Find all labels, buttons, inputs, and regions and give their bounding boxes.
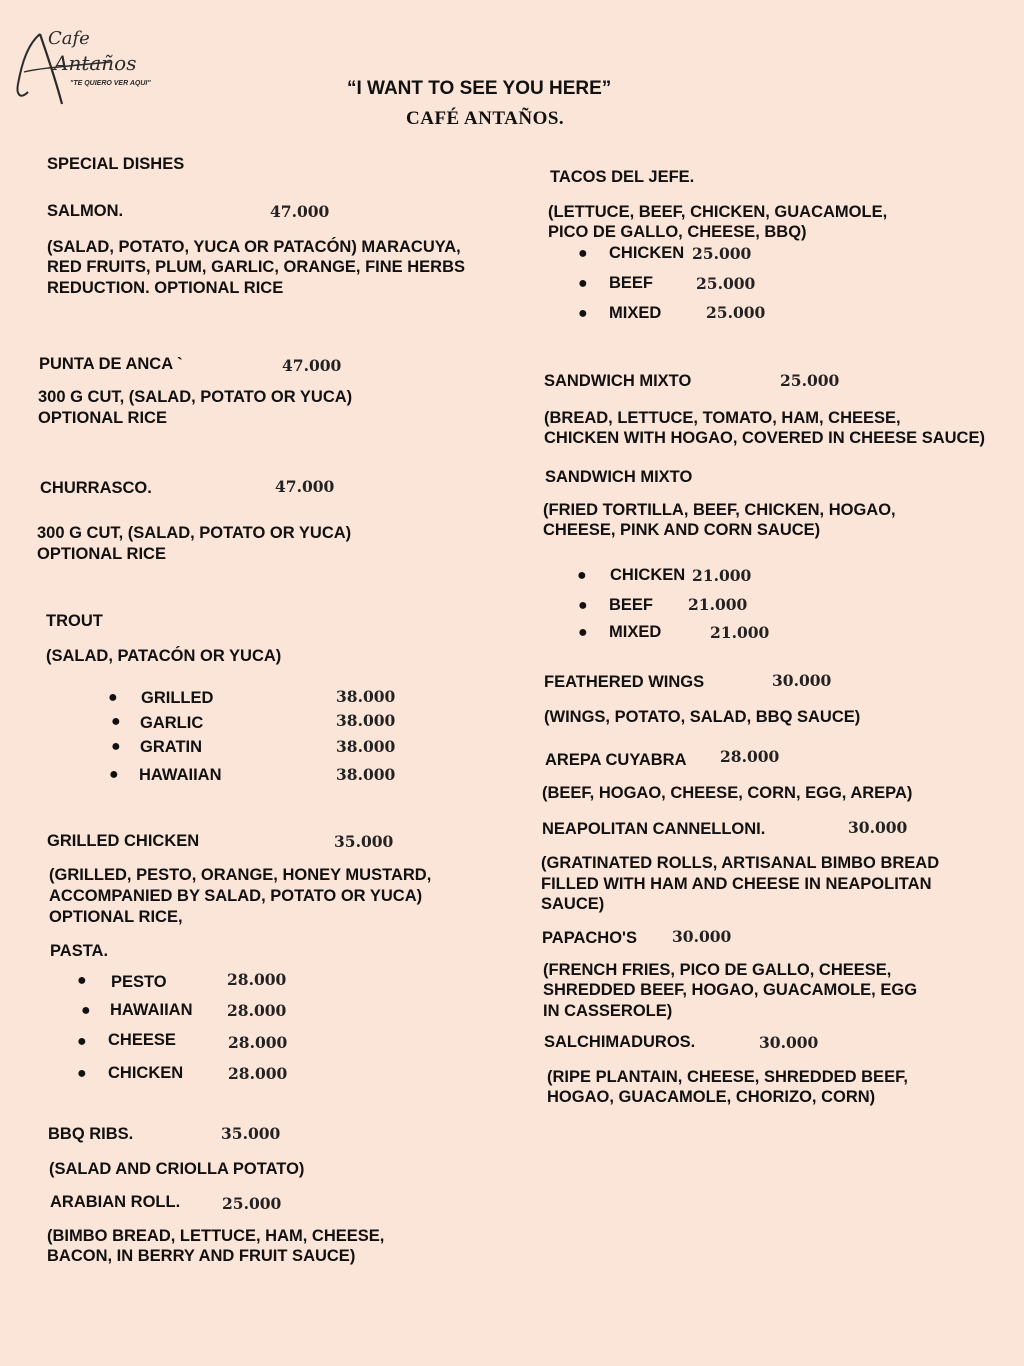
item-desc-sandwich2-line1: (FRIED TORTILLA, BEEF, CHICKEN, HOGAO, [543, 501, 896, 519]
trout-option-price: 38.000 [336, 711, 396, 730]
item-name-salmon: SALMON. [47, 202, 124, 220]
sandwich2-option-label: MIXED [609, 623, 662, 641]
bullet: ● [77, 1065, 87, 1082]
tacos-option-label: BEEF [609, 274, 654, 292]
pasta-option-label: HAWAIIAN [110, 1001, 193, 1019]
item-desc-churrasco-line1: 300 G CUT, (SALAD, POTATO OR YUCA) [37, 524, 352, 542]
item-desc-bbq-ribs: (SALAD AND CRIOLLA POTATO) [49, 1160, 305, 1178]
item-desc-wings: (WINGS, POTATO, SALAD, BBQ SAUCE) [544, 708, 861, 726]
item-desc-arabian-line1: (BIMBO BREAD, LETTUCE, HAM, CHEESE, [47, 1227, 385, 1245]
pasta-option-label: CHEESE [108, 1031, 176, 1049]
item-desc-punta-line2: OPTIONAL RICE [38, 409, 167, 427]
bullet: ● [111, 738, 121, 755]
bullet: ● [109, 766, 119, 783]
item-name-arepa-cuyabra: AREPA CUYABRA [545, 751, 687, 769]
item-desc-sandwich2-line2: CHEESE, PINK AND CORN SAUCE) [543, 521, 821, 539]
item-price-salchimaduros: 30.000 [759, 1033, 819, 1052]
bullet: ● [108, 689, 118, 706]
item-price-arepa-cuyabra: 28.000 [720, 747, 780, 766]
item-desc-arepa: (BEEF, HOGAO, CHEESE, CORN, EGG, AREPA) [542, 784, 913, 802]
item-name-sandwich-mixto: SANDWICH MIXTO [544, 372, 692, 390]
pasta-option-label: CHICKEN [108, 1064, 184, 1082]
item-name-arabian-roll: ARABIAN ROLL. [50, 1193, 181, 1211]
trout-option-label: HAWAIIAN [139, 766, 222, 784]
sandwich2-option-price: 21.000 [692, 566, 752, 585]
item-price-papachos: 30.000 [672, 927, 732, 946]
bullet: ● [77, 972, 87, 989]
logo-word-antanos: Antaños [54, 51, 137, 75]
item-name-punta-de-anca: PUNTA DE ANCA ` [39, 355, 183, 373]
tacos-option-price: 25.000 [696, 274, 756, 293]
item-desc-salchi-line2: HOGAO, GUACAMOLE, CHORIZO, CORN) [547, 1088, 876, 1106]
item-price-bbq-ribs: 35.000 [221, 1124, 281, 1143]
item-price-arabian-roll: 25.000 [222, 1194, 282, 1213]
item-desc-salmon-line3: REDUCTION. OPTIONAL RICE [47, 279, 284, 297]
item-desc-chicken-line3: OPTIONAL RICE, [49, 908, 183, 926]
item-desc-cannelloni-line1: (GRATINATED ROLLS, ARTISANAL BIMBO BREAD [541, 854, 940, 872]
trout-option-price: 38.000 [336, 687, 396, 706]
item-name-pasta: PASTA. [50, 942, 109, 960]
logo-word-cafe: Cafe [48, 28, 90, 49]
item-name-salchimaduros: SALCHIMADUROS. [544, 1033, 696, 1051]
trout-option-price: 38.000 [336, 765, 396, 784]
sandwich2-option-label: BEEF [609, 596, 654, 614]
item-name-papachos: PAPACHO'S [542, 929, 637, 947]
tacos-option-price: 25.000 [706, 303, 766, 322]
item-desc-salmon-line1: (SALAD, POTATO, YUCA OR PATACÓN) MARACUYA, [47, 238, 461, 256]
item-name-bbq-ribs: BBQ RIBS. [48, 1125, 134, 1143]
pasta-option-price: 28.000 [228, 1064, 288, 1083]
item-desc-chicken-line1: (GRILLED, PESTO, ORANGE, HONEY MUSTARD, [49, 866, 432, 884]
bullet: ● [578, 597, 588, 614]
bullet: ● [578, 245, 588, 262]
item-name-churrasco: CHURRASCO. [40, 479, 152, 497]
pasta-option-price: 28.000 [227, 1001, 287, 1020]
item-desc-tacos-line2: PICO DE GALLO, CHEESE, BBQ) [548, 223, 807, 241]
item-price-sandwich-mixto: 25.000 [780, 371, 840, 390]
tacos-option-price: 25.000 [692, 244, 752, 263]
item-desc-tacos-line1: (LETTUCE, BEEF, CHICKEN, GUACAMOLE, [548, 203, 888, 221]
item-name-sandwich-mixto-2: SANDWICH MIXTO [545, 468, 693, 486]
bullet: ● [577, 567, 587, 584]
tacos-option-label: MIXED [609, 304, 662, 322]
bullet: ● [578, 275, 588, 292]
item-desc-cannelloni-line3: SAUCE) [541, 895, 605, 913]
item-desc-cannelloni-line2: FILLED WITH HAM AND CHEESE IN NEAPOLITAN [541, 875, 932, 893]
item-price-churrasco: 47.000 [275, 477, 335, 496]
pasta-option-label: PESTO [111, 973, 167, 991]
item-price-salmon: 47.000 [270, 202, 330, 221]
pasta-option-price: 28.000 [228, 1033, 288, 1052]
item-name-trout: TROUT [46, 612, 103, 630]
trout-option-label: GRATIN [140, 738, 203, 756]
item-price-grilled-chicken: 35.000 [334, 832, 394, 851]
item-name-grilled-chicken: GRILLED CHICKEN [47, 832, 200, 850]
cafe-name: CAFÉ ANTAÑOS. [406, 108, 565, 129]
trout-option-label: GARLIC [140, 714, 204, 732]
sandwich2-option-price: 21.000 [710, 623, 770, 642]
bullet: ● [578, 305, 588, 322]
bullet: ● [77, 1033, 87, 1050]
trout-option-price: 38.000 [336, 737, 396, 756]
trout-option-label: GRILLED [141, 689, 214, 707]
pasta-option-price: 28.000 [227, 970, 287, 989]
bullet: ● [81, 1002, 91, 1019]
item-desc-punta-line1: 300 G CUT, (SALAD, POTATO OR YUCA) [38, 388, 353, 406]
slogan: “I WANT TO SEE YOU HERE” [347, 78, 612, 99]
logo-tagline: "TE QUIERO VER AQUI" [70, 80, 151, 87]
item-price-neapolitan-cannelloni: 30.000 [848, 818, 908, 837]
item-desc-churrasco-line2: OPTIONAL RICE [37, 545, 166, 563]
item-name-neapolitan-cannelloni: NEAPOLITAN CANNELLONI. [542, 820, 766, 838]
item-desc-trout: (SALAD, PATACÓN OR YUCA) [46, 647, 282, 665]
tacos-option-label: CHICKEN [609, 244, 685, 262]
item-name-tacos: TACOS DEL JEFE. [550, 168, 695, 186]
item-desc-papacho-line1: (FRENCH FRIES, PICO DE GALLO, CHEESE, [543, 961, 892, 979]
item-desc-salmon-line2: RED FRUITS, PLUM, GARLIC, ORANGE, FINE HERBS [47, 258, 466, 276]
section-title-special-dishes: SPECIAL DISHES [47, 155, 185, 173]
item-desc-salchi-line1: (RIPE PLANTAIN, CHEESE, SHREDDED BEEF, [547, 1068, 908, 1086]
item-desc-papacho-line3: IN CASSEROLE) [543, 1002, 673, 1020]
cafe-antanos-logo [10, 22, 170, 112]
item-desc-sandwich1-line1: (BREAD, LETTUCE, TOMATO, HAM, CHEESE, [544, 409, 901, 427]
bullet: ● [111, 713, 121, 730]
item-desc-arabian-line2: BACON, IN BERRY AND FRUIT SAUCE) [47, 1247, 356, 1265]
item-price-punta-de-anca: 47.000 [282, 356, 342, 375]
sandwich2-option-label: CHICKEN [610, 566, 686, 584]
item-desc-sandwich1-line2: CHICKEN WITH HOGAO, COVERED IN CHEESE SAUCE) [544, 429, 985, 447]
item-desc-papacho-line2: SHREDDED BEEF, HOGAO, GUACAMOLE, EGG [543, 981, 918, 999]
item-name-feathered-wings: FEATHERED WINGS [544, 673, 705, 691]
item-desc-chicken-line2: ACCOMPANIED BY SALAD, POTATO OR YUCA) [49, 887, 423, 905]
bullet: ● [578, 624, 588, 641]
item-price-feathered-wings: 30.000 [772, 671, 832, 690]
sandwich2-option-price: 21.000 [688, 595, 748, 614]
